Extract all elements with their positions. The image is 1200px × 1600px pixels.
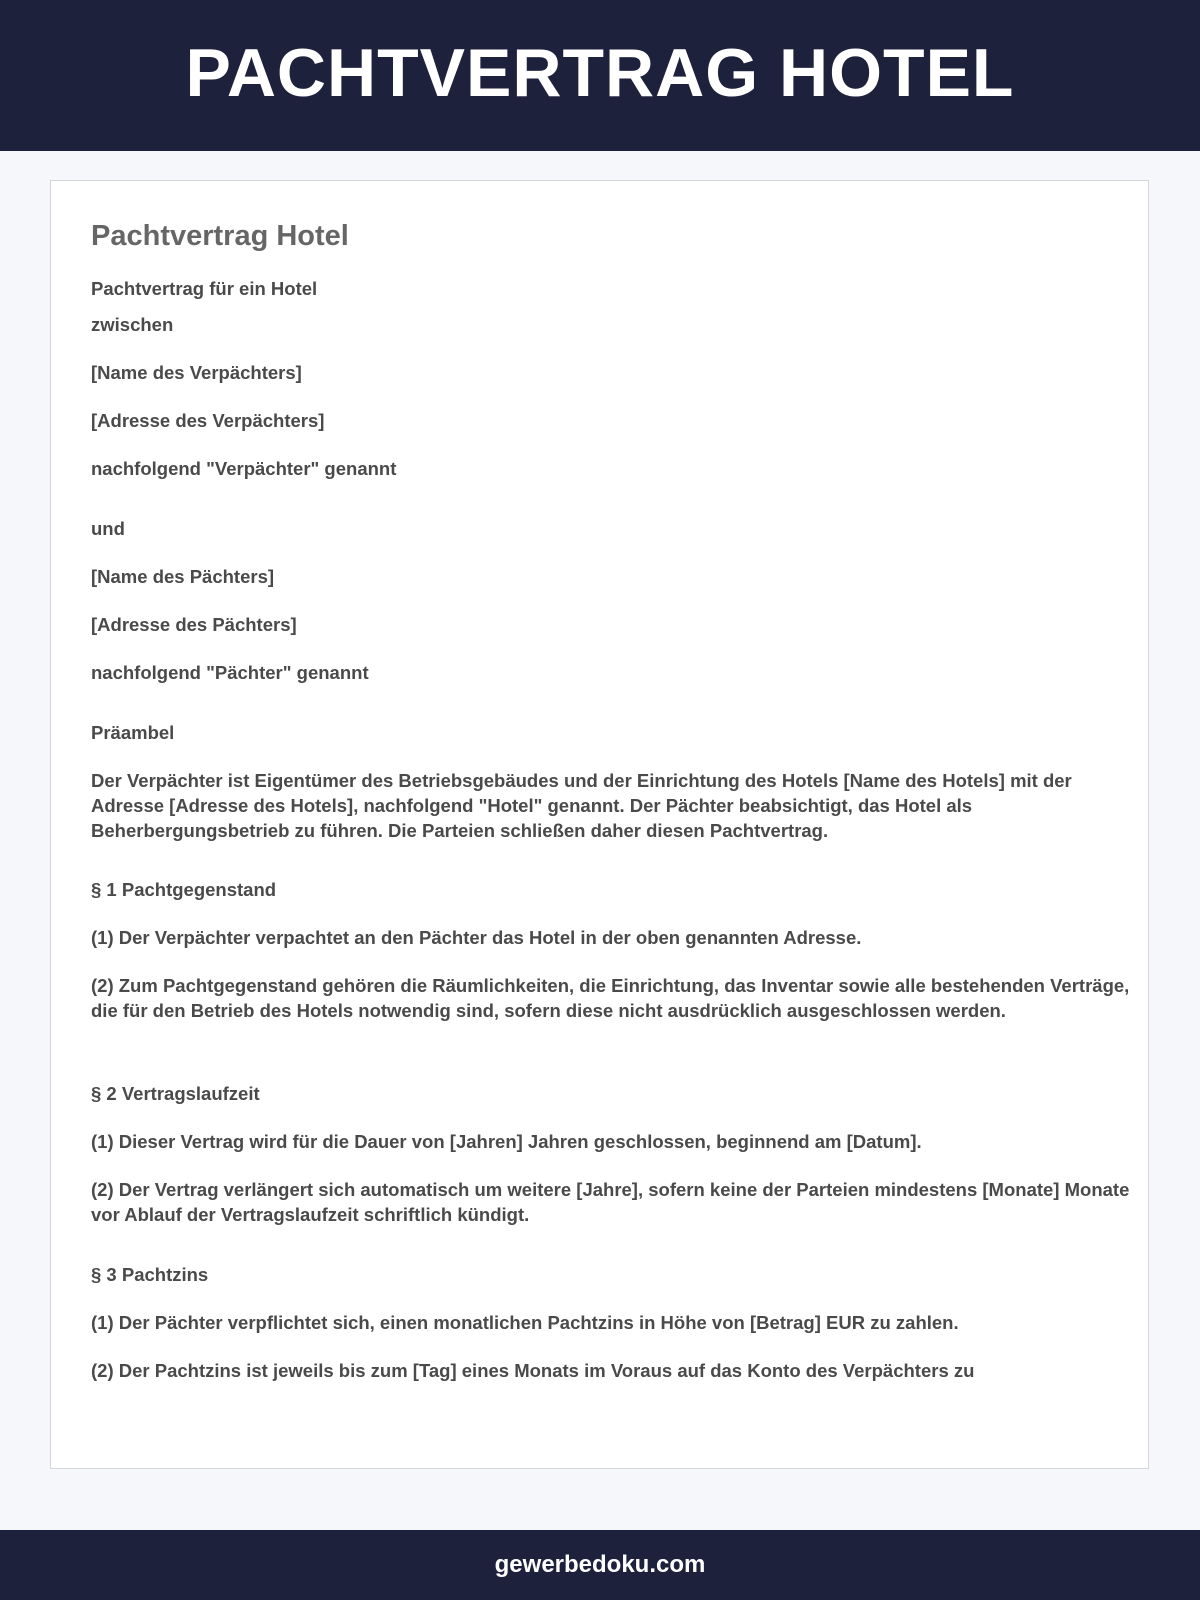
- footer-bar: [0, 1530, 1200, 1600]
- footer-site-link[interactable]: gewerbedoku.com: [494, 1551, 706, 1578]
- header-banner: [0, 0, 1200, 151]
- section-1-heading: § 1 Pachtgegenstand: [91, 879, 277, 900]
- section-2-paragraph-2: (2) Der Vertrag verlängert sich automatisch um weitere [Jahre], sofern keine der Parteien mindestens [Monate] Monate vor Ablauf der Vertragslaufzeit schriftlich kündigt.: [91, 1179, 1130, 1225]
- document-title: Pachtvertrag Hotel: [91, 220, 349, 252]
- between-label: zwischen: [91, 314, 174, 335]
- preamble-text: Der Verpächter ist Eigentümer des Betriebsgebäudes und der Einrichtung des Hotels [Name des Hotels] mit der Adresse [Adresse des Hotels], nachfolgend "Hotel" genannt. Der Pächter beabsichtigt, das Hotel als Beherbergungsbetrieb zu führen. Die Parteien schließen daher diesen Pachtvertrag.: [91, 770, 1072, 841]
- section-2-heading: § 2 Vertragslaufzeit: [91, 1083, 260, 1104]
- lessor-name: [Name des Verpächters]: [91, 362, 302, 383]
- lessor-alias: nachfolgend "Verpächter" genannt: [91, 458, 397, 479]
- document-card: [50, 180, 1149, 1469]
- document-content: [91, 219, 1141, 1381]
- lessor-address: [Adresse des Verpächters]: [91, 410, 325, 431]
- section-1-paragraph-2: (2) Zum Pachtgegenstand gehören die Räumlichkeiten, die Einrichtung, das Inventar sowie alle bestehenden Verträge, die für den Betrieb des Hotels notwendig sind, sofern diese nicht ausdrücklich ausgeschlossen werden.: [91, 975, 1130, 1021]
- section-3-paragraph-1: (1) Der Pächter verpflichtet sich, einen monatlichen Pachtzins in Höhe von [Betrag] EUR zu zahlen.: [91, 1312, 959, 1333]
- section-3-heading: § 3 Pachtzins: [91, 1264, 209, 1285]
- banner-title: PACHTVERTRAG HOTEL: [185, 34, 1015, 111]
- lessee-address: [Adresse des Pächters]: [91, 614, 297, 635]
- section-2-paragraph-1: (1) Dieser Vertrag wird für die Dauer von [Jahren] Jahren geschlossen, beginnend am [Datum].: [91, 1131, 922, 1152]
- lessee-name: [Name des Pächters]: [91, 566, 275, 587]
- document-subtitle: Pachtvertrag für ein Hotel: [91, 278, 318, 299]
- and-label: und: [91, 518, 125, 539]
- preamble-heading: Präambel: [91, 722, 175, 743]
- section-3-paragraph-2: (2) Der Pachtzins ist jeweils bis zum [Tag] eines Monats im Voraus auf das Konto des Verpächters zu: [91, 1360, 975, 1381]
- section-1-paragraph-1: (1) Der Verpächter verpachtet an den Pächter das Hotel in der oben genannten Adresse.: [91, 927, 862, 948]
- lessee-alias: nachfolgend "Pächter" genannt: [91, 662, 369, 683]
